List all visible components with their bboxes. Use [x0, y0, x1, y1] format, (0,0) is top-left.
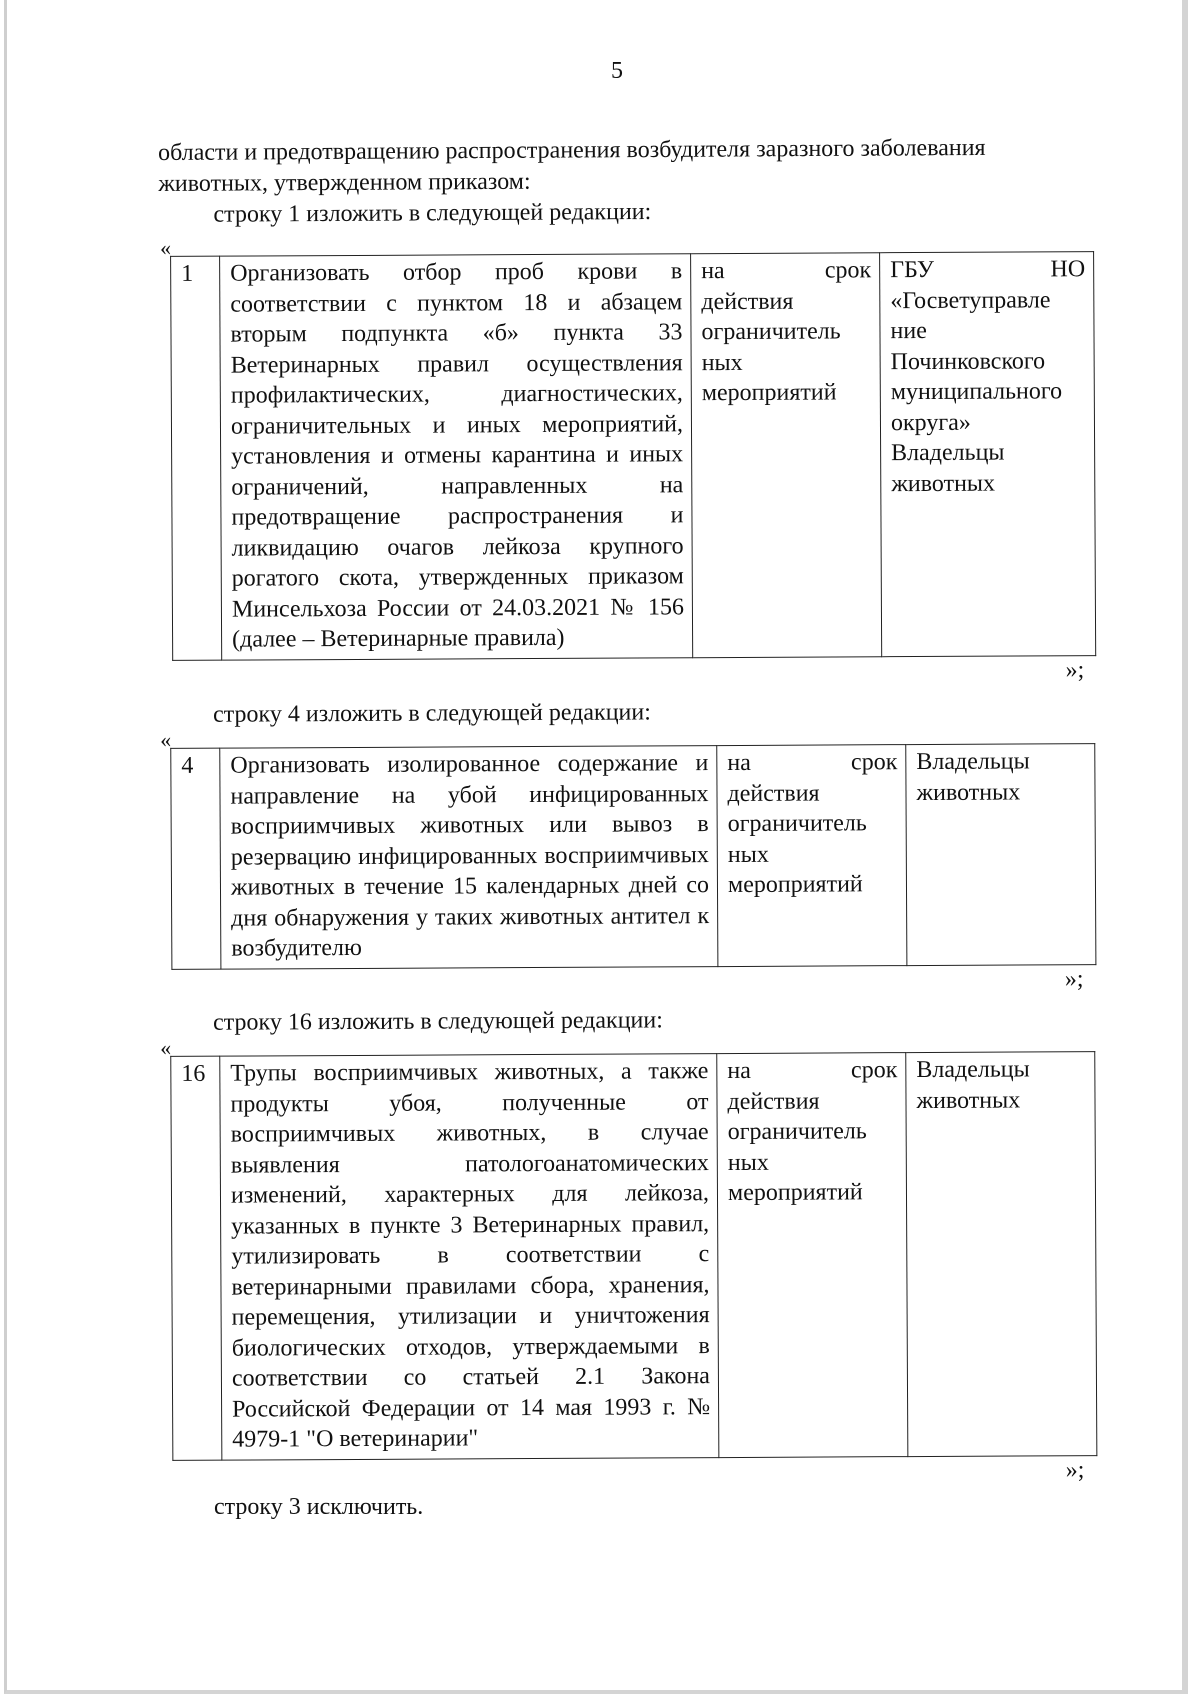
close-quote: »;	[1064, 965, 1084, 992]
table-row	[171, 744, 1096, 969]
intro-paragraph	[158, 132, 1084, 231]
responsible-line-1	[890, 254, 1085, 286]
amendment-2-heading: строку 4 изложить в следующей редакции:	[213, 699, 651, 728]
close-quote: »;	[1065, 1456, 1085, 1483]
responsible-cell	[880, 252, 1096, 657]
row-number-cell: 16	[171, 1056, 222, 1460]
responsible-line-4: Владельцы животных	[891, 439, 1005, 497]
responsible-cell: Владельцы животных	[906, 744, 1096, 965]
row-number-cell: 1	[171, 256, 222, 660]
close-quote: »;	[1065, 656, 1085, 683]
responsible-org-part-2: НО	[1050, 256, 1086, 283]
amendment-3-table	[170, 1051, 1097, 1460]
open-quote: «	[160, 726, 172, 752]
table-row	[171, 252, 1096, 660]
row-number-cell: 4	[171, 748, 221, 969]
term-cell: на срок действия ограничитель ных мероприятий	[717, 745, 907, 966]
open-quote: «	[159, 234, 172, 260]
closing-instruction: строку 3 исключить.	[214, 1494, 424, 1520]
amendment-1-heading: строку 1 изложить в следующей редакции:	[213, 198, 652, 228]
amendment-1-table	[170, 251, 1096, 660]
amendment-3	[158, 1003, 1098, 1488]
amendment-3-heading: строку 16 изложить в следующей редакции:	[213, 1007, 663, 1036]
intro-line-1: области и предотвращению распространения возбудителя заразного заболевания	[158, 134, 986, 166]
amendment-2-table	[170, 743, 1096, 969]
action-cell: Организовать отбор проб крови в соответствии с пунктом 18 и абзацем вторым подпункта «б» пункта 33 Ветеринарных правил осуществления профилактических, диагностических, ограничительных и иных мероприятий, установления и отмены карантина и иных ограничений, направленных на предотвращение распространения и ликвидацию очагов лейкоза крупного рогатого скота, утвержденных приказом Минсельхоза России от 24.03.2021 № 156 (далее – Ветеринарные правила)	[220, 254, 693, 660]
responsible-org-part-1: ГБУ	[890, 256, 935, 284]
responsible-cell: Владельцы животных	[906, 1052, 1097, 1456]
intro-line-2: животных, утвержденном приказом:	[158, 168, 531, 197]
table-row	[171, 1052, 1097, 1460]
responsible-line-2: «Госветуправле ние	[890, 286, 1051, 345]
action-cell: Трупы восприимчивых животных, а также продукты убоя, полученные от восприимчивых животных, в случае выявления патологоанатомических изменений, характерных для лейкоза, указанных в пункте 3 Ветеринарных правил, утилизировать в соответствии с ветеринарными правилами сбора, хранения, перемещения, утилизации и уничтожения биологических отходов, утверждаемыми в соответствии со статьей 2.1 Закона Российской Федерации от 14 мая 1993 г. № 4979-1 "О ветеринарии"	[220, 1054, 719, 1460]
open-quote: «	[160, 1034, 172, 1060]
term-cell: на срок действия ограничитель ных мероприятий	[691, 253, 882, 657]
action-cell: Организовать изолированное содержание и направление на убой инфицированных восприимчивых животных или вывоз в резервацию инфицированных восприимчивых животных в течение 15 календарных дней со дня обнаружения у таких животных антител к возбудителю	[220, 746, 718, 969]
amendment-2	[158, 695, 1097, 997]
page-number: 5	[611, 58, 623, 84]
term-cell: на срок действия ограничитель ных мероприятий	[717, 1053, 908, 1457]
responsible-line-3: Починковского муниципального округа»	[890, 347, 1063, 436]
amendment-1	[158, 235, 1096, 688]
